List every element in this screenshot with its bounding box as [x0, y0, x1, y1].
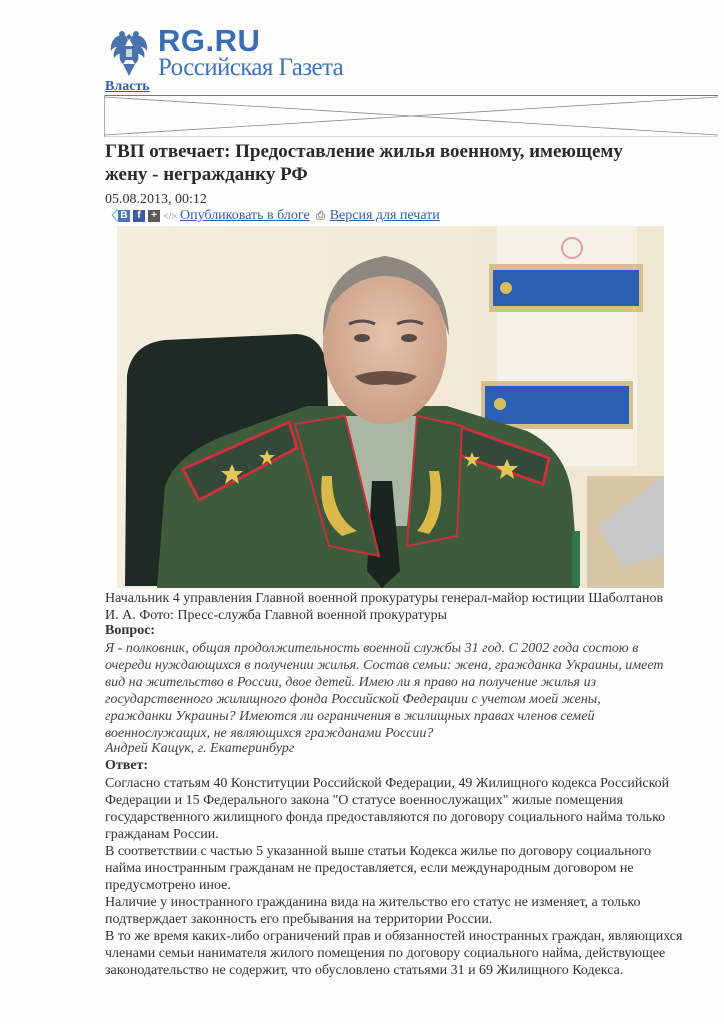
article-date: 05.08.2013, 00:12 [105, 192, 207, 207]
answer-paragraph: Наличие у иностранного гражданина вида на жительство его статус не изменяет, а только подтверждает законность его пребывания на территории России. [105, 895, 641, 927]
photo-caption: Начальник 4 управления Главной военной прокуратуры генерал-майор юстиции Шаболтанов И. А. Фото: Пресс-служба Главной военной прокуратуры [105, 591, 664, 623]
banner-placeholder [104, 95, 718, 137]
coat-of-arms-icon [108, 28, 150, 78]
question-author: Андрей Кащук, г. Екатеринбург [105, 741, 295, 756]
logo-text: RG.RU [158, 23, 261, 58]
answer-paragraph: В то же время каких-либо ограничений прав и обязанностей иностранных граждан, являющихся членами семьи нанимателя жилого помещения по договору социального найма, действующее законодательство не содержит, что обусловлено статьями 31 и 69 Жилищного Кодекса. [105, 929, 683, 978]
publish-in-blog-link[interactable]: Опубликовать в блоге [180, 208, 310, 223]
share-bar [105, 208, 440, 224]
printer-icon: ⎙ [316, 210, 326, 222]
site-logo[interactable] [108, 23, 368, 81]
answer-label: Ответ: [105, 758, 149, 773]
vk-icon[interactable]: B [118, 210, 130, 222]
question-label: Вопрос: [105, 623, 156, 638]
twitter-icon[interactable]: 〈 [105, 208, 119, 223]
question-text: Я - полковник, общая продолжительность военной службы 31 год. С 2002 года состою в очереди нуждающихся в получении жилья. Состав семьи: жена, гражданка Украины, имеет вид на жительство в России, двое детей. Имею ли я право на получение жилья из государственного жилищного фонда Российской Федерации с учетом моей жены, гражданки Украины? Имеются ли ограничения в жилищных правах членов семей военнослужащих, не являющихся гражданами России? [105, 641, 664, 741]
article-photo [117, 226, 664, 588]
print-version-link[interactable]: Версия для печати [329, 208, 440, 223]
section-link[interactable]: Власть [105, 79, 150, 94]
plus-icon[interactable]: + [148, 210, 160, 222]
answer-paragraph: В соответствии с частью 5 указанной выше статьи Кодекса жилье по договору социального найма иностранным гражданам не предоставляется, если международным договором не предусмотрено иное. [105, 844, 651, 893]
article-title: ГВП отвечает: Предоставление жилья военному, имеющему жену - негражданку РФ [105, 141, 623, 185]
answer-paragraph: Согласно статьям 40 Конституции Российской Федерации, 49 Жилищного кодекса Российской Федерации и 15 Федерального закона "О статусе военнослужащих" жилые помещения государственного жилищного фонда предоставляются по договору социального найма только гражданам России. [105, 776, 670, 842]
logo-subtitle: Российская Газета [158, 54, 344, 81]
answer-body [105, 775, 685, 979]
code-icon: </> [163, 211, 177, 221]
facebook-icon[interactable]: f [133, 210, 145, 222]
portrait-illustration [117, 226, 664, 588]
